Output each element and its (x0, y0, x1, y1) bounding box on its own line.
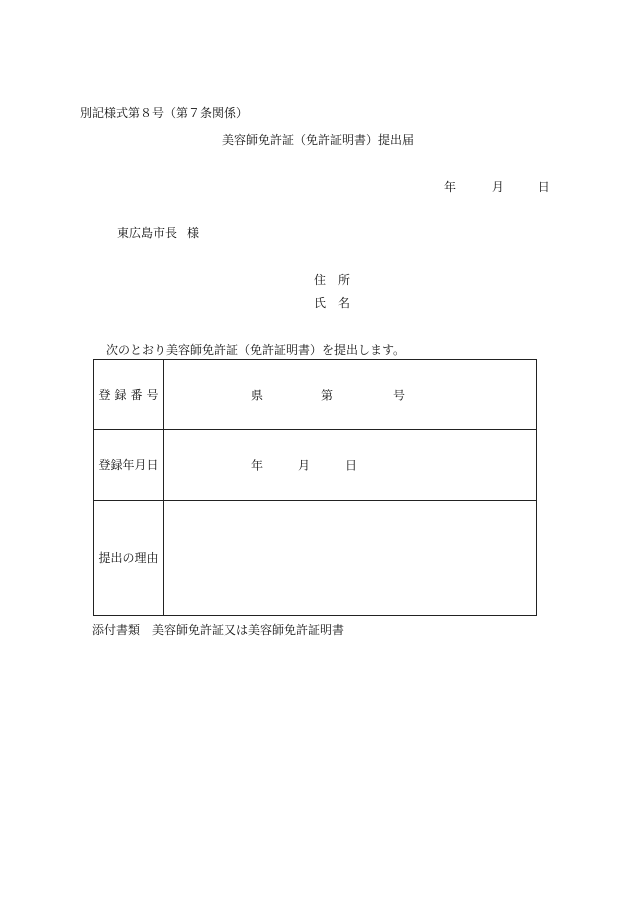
date-month-label: 月 (491, 180, 504, 194)
applicant-name-label (314, 294, 350, 311)
label-char: 録 (114, 388, 127, 403)
address-label-char-2: 所 (338, 273, 351, 287)
reg-month-label: 月 (298, 458, 311, 473)
label-char: 号 (146, 388, 159, 403)
address-label-char-1: 住 (314, 273, 327, 287)
attachments-label: 添付書類 (92, 623, 141, 637)
registration-date-field[interactable] (164, 430, 537, 500)
label-char: 番 (130, 388, 143, 403)
attachments-note (92, 621, 344, 638)
registration-date-label: 登録年月日 (94, 430, 164, 500)
attachments-value: 美容師免許証又は美容師免許証明書 (152, 623, 345, 637)
prefecture-label: 県 (251, 388, 264, 403)
name-label-char-1: 氏 (314, 296, 327, 310)
registration-number-row (94, 360, 537, 430)
registration-number-label (94, 360, 164, 430)
label-char: 登 (98, 388, 111, 403)
submission-form-table (93, 359, 537, 616)
gou-label: 号 (393, 388, 406, 403)
addressee (117, 224, 199, 241)
reason-field[interactable] (164, 500, 537, 615)
reg-year-label: 年 (251, 458, 264, 473)
dai-label: 第 (321, 388, 334, 403)
addressee-honorific: 様 (187, 226, 200, 240)
addressee-name: 東広島市長 (117, 226, 178, 240)
intro-statement: 次のとおり美容師免許証（免許証明書）を提出します。 (106, 343, 406, 357)
submission-date (444, 178, 550, 195)
reg-day-label: 日 (345, 458, 358, 473)
form-number: 別記様式第８号（第７条関係） (80, 106, 249, 120)
date-day-label: 日 (537, 180, 550, 194)
reason-label: 提出の理由 (94, 500, 164, 615)
document-title: 美容師免許証（免許証明書）提出届 (222, 133, 415, 147)
registration-number-field[interactable] (164, 360, 537, 430)
applicant-address-label (314, 271, 350, 288)
date-year-label: 年 (444, 180, 457, 194)
name-label-char-2: 名 (338, 296, 351, 310)
reason-row (94, 500, 537, 615)
registration-date-row (94, 430, 537, 500)
